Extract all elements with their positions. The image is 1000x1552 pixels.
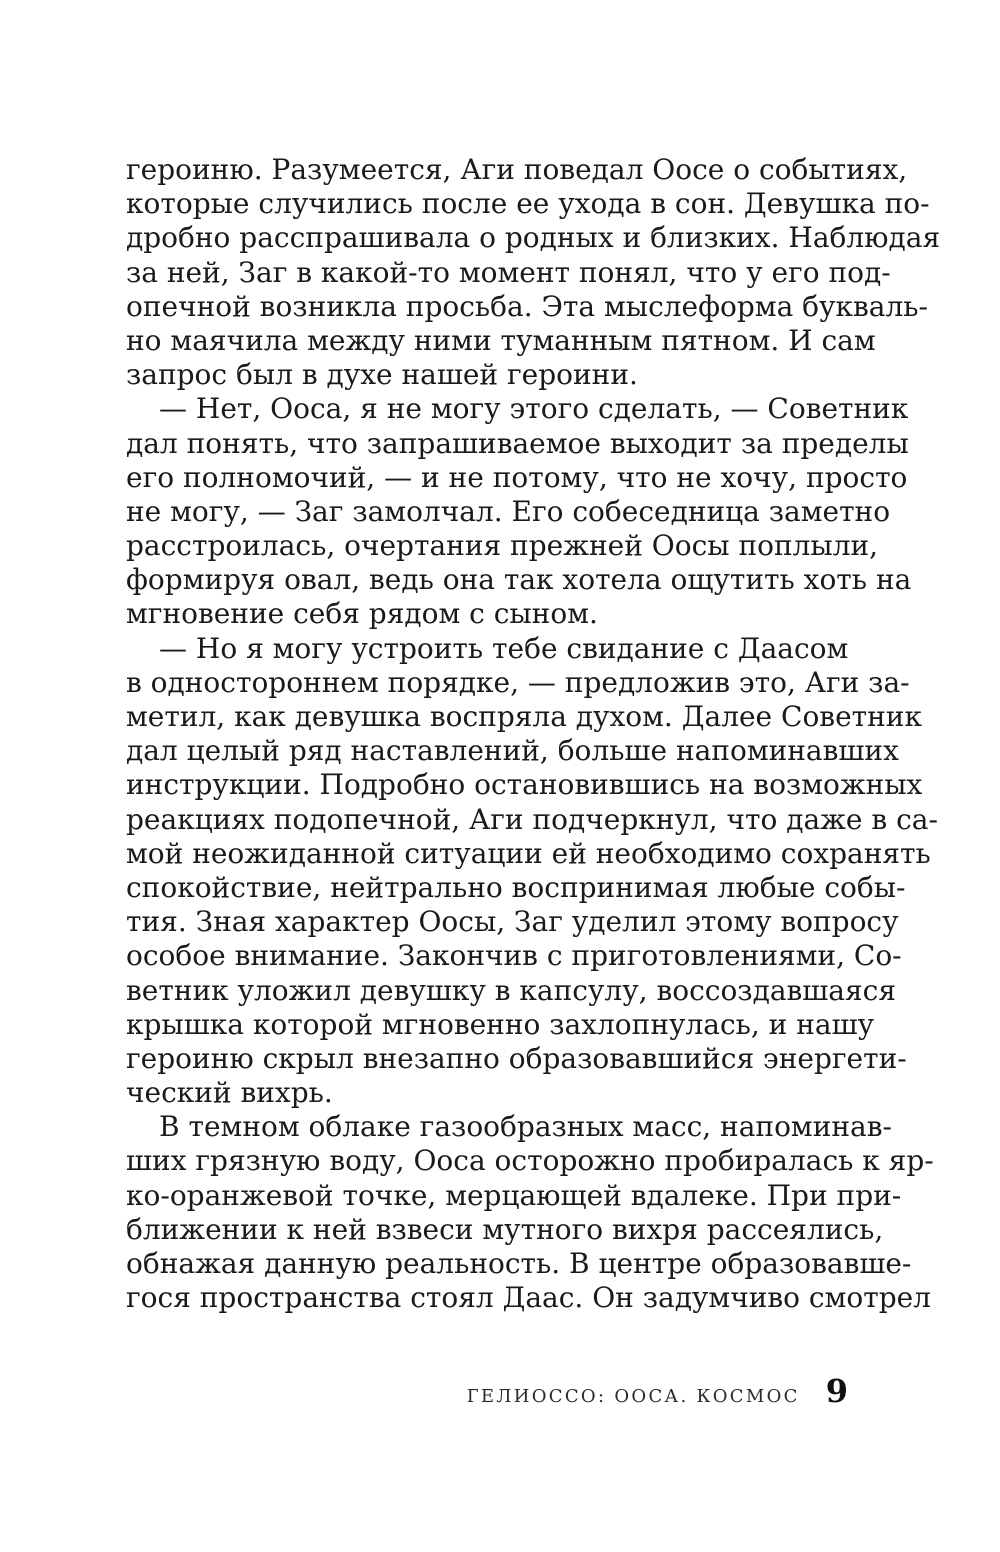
text-line: ко-оранжевой точке, мерцающей вдалеке. При при-	[126, 1178, 902, 1212]
page-number: 9	[825, 1372, 848, 1410]
text-line: реакциях подопечной, Аги подчеркнул, что даже в са-	[126, 802, 938, 836]
text-line: крышка которой мгновенно захлопнулась, и нашу	[126, 1007, 875, 1041]
text-line: в одностороннем порядке, — предложив это, Аги за-	[126, 665, 910, 699]
text-line: опечной возникла просьба. Эта мыслеформа букваль-	[126, 289, 928, 323]
text-line: — Нет, Ооса, я не могу этого сделать, — Советник	[159, 392, 909, 426]
text-line: формируя овал, ведь она так хотела ощутить хоть на	[126, 563, 912, 597]
text-line: мой неожиданной ситуации ей необходимо сохранять	[126, 836, 931, 870]
text-line: которые случились после ее ухода в сон. Девушка по-	[126, 187, 930, 221]
text-line: ближении к ней взвеси мутного вихря рассеялись,	[126, 1212, 884, 1246]
page-footer	[467, 1372, 848, 1412]
text-line: за ней, Заг в какой-то момент понял, что у его под-	[126, 255, 891, 289]
text-line: — Но я могу устроить тебе свидание с Даасом	[159, 631, 849, 665]
text-line: спокойствие, нейтрально воспринимая любые собы-	[126, 870, 906, 904]
text-line: мгновение себя рядом с сыном.	[126, 597, 598, 631]
text-line: ческий вихрь.	[126, 1076, 333, 1110]
text-line: особое внимание. Закончив с приготовлениями, Со-	[126, 939, 902, 973]
text-line: обнажая данную реальность. В центре образовавше-	[126, 1247, 912, 1280]
text-line: героиню скрыл внезапно образовавшийся энергети-	[126, 1041, 907, 1075]
text-line: дал целый ряд наставлений, больше напоминавших	[126, 734, 899, 768]
text-line: ветник уложил девушку в капсулу, воссоздавшаяся	[126, 973, 897, 1007]
text-line: ших грязную воду, Ооса осторожно пробиралась к яр-	[126, 1144, 934, 1178]
text-line: расстроилась, очертания прежней Оосы поплыли,	[126, 529, 879, 563]
text-line: не могу, — Заг замолчал. Его собеседница заметно	[126, 494, 891, 528]
text-line: его полномочий, — и не потому, что не хочу, просто	[126, 460, 908, 494]
text-line: тия. Зная характер Оосы, Заг уделил этому вопросу	[126, 905, 899, 939]
body-text	[126, 153, 941, 1315]
text-line: героиню. Разумеется, Аги поведал Оосе о событиях,	[126, 153, 908, 186]
text-line: но маячила между ними туманным пятном. И сам	[126, 323, 876, 357]
text-line: запрос был в духе нашей героини.	[126, 358, 638, 392]
text-line: дал понять, что запрашиваемое выходит за пределы	[126, 426, 909, 460]
running-head: ГЕЛИОССО: ООСА. КОСМОС	[466, 1386, 800, 1407]
text-line: инструкции. Подробно остановившись на возможных	[126, 768, 923, 802]
text-line: гося пространства стоял Даас. Он задумчиво смотрел	[126, 1281, 931, 1315]
text-line: дробно расспрашивала о родных и близких. Наблюдая	[126, 221, 941, 255]
text-line: метил, как девушка воспряла духом. Далее Советник	[126, 700, 922, 733]
text-line: В темном облаке газообразных масс, напоминав-	[159, 1110, 892, 1144]
